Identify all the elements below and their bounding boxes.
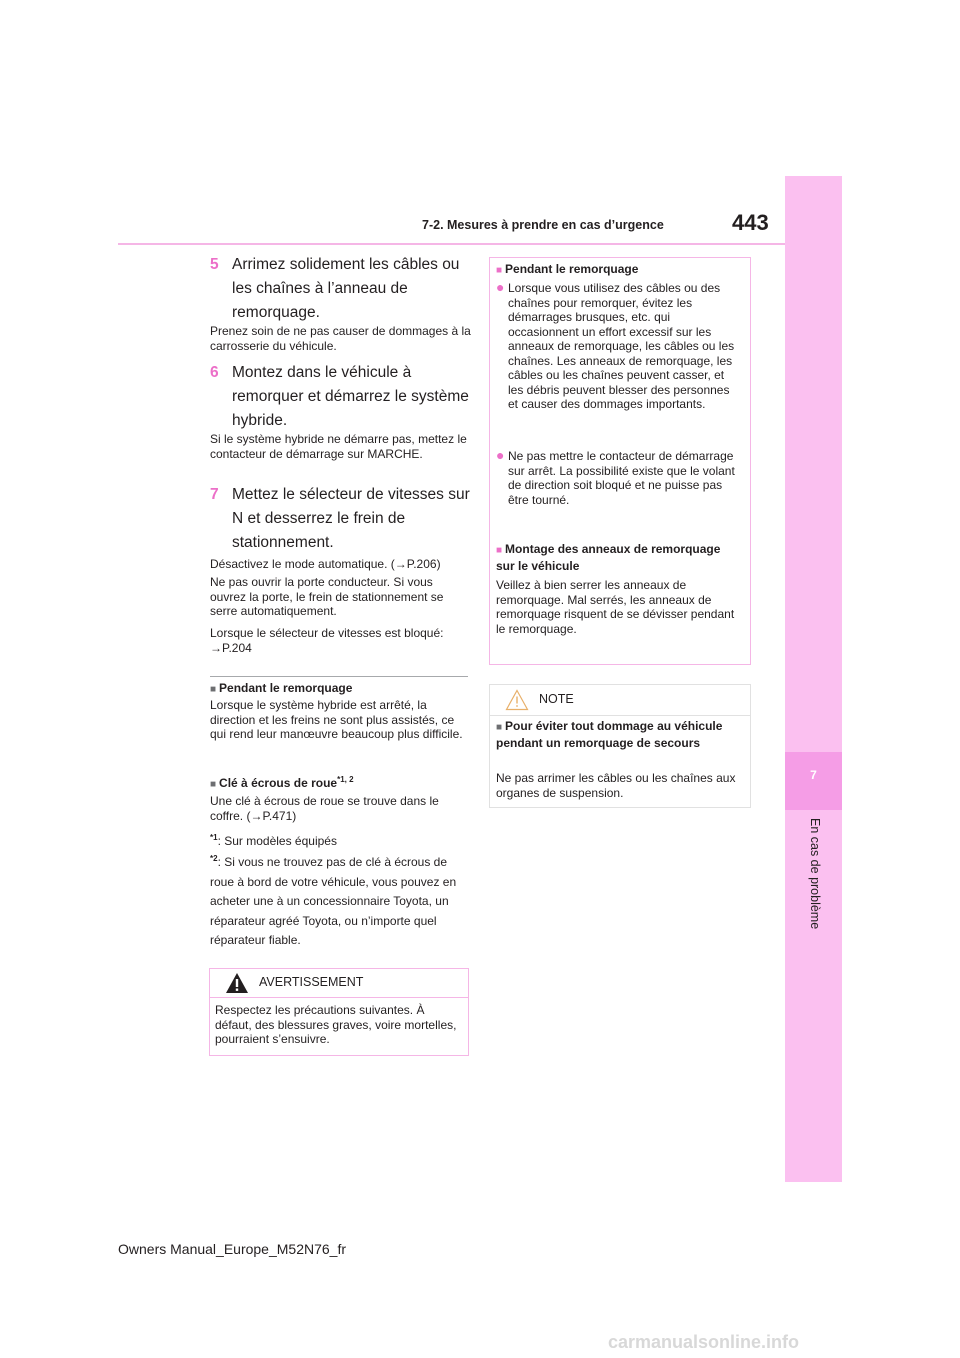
footnote-ref: *1, 2 bbox=[337, 775, 354, 784]
chapter-label: En cas de problème bbox=[808, 818, 822, 930]
divider bbox=[210, 676, 468, 677]
note-heading: ■ Pour éviter tout dommage au véhicule pendant un remorquage de secours bbox=[496, 719, 723, 750]
info-text: Une clé à écrous de roue se trouve dans le coffre. (→P.471) bbox=[210, 794, 439, 823]
circle-bullet-icon: ● bbox=[496, 279, 505, 295]
square-bullet-icon: ■ bbox=[496, 545, 503, 556]
step-6 bbox=[210, 361, 470, 433]
step-number: 6 bbox=[210, 364, 219, 381]
step-note: Si le système hybride ne démarre pas, mettez le contacteur de démarrage sur MARCHE. bbox=[210, 432, 467, 461]
document-id: Owners Manual_Europe_M52N76_fr bbox=[118, 1241, 347, 1257]
page-number: 443 bbox=[732, 210, 769, 235]
step-7 bbox=[210, 483, 470, 555]
section-title: 7-2. Mesures à prendre en cas d’urgence bbox=[422, 218, 664, 232]
step-note: Prenez soin de ne pas causer de dommages à la carrosserie du véhicule. bbox=[210, 324, 471, 353]
info-heading: ■ Clé à écrous de roue$^{*1, 2}$ bbox=[210, 775, 354, 790]
footnote-1: $^{*1}$: Sur modèles équipés bbox=[210, 833, 337, 848]
chapter-side-tab bbox=[785, 176, 842, 1182]
warning-bullet: ● Lorsque vous utilisez des câbles ou des chaînes pour remorquer, évitez les démarrages brusques, etc. qui occasionnent un effort excessif sur les anneaux de remorquage, les câbles ou les chaînes. Les anneaux de remorquage, les câbles ou les chaînes peuvent casser, et les débris peuvent blesser des personnes et causer des dommages importants. bbox=[496, 279, 735, 411]
watermark-site: carmanualsonline.info bbox=[608, 1332, 800, 1352]
step-title: Arrimez solidement les câbles ou les chaînes à l’anneau de remorquage. bbox=[232, 256, 460, 321]
step-title: Mettez le sélecteur de vitesses sur N et desserrez le frein de stationnement. bbox=[232, 486, 470, 551]
warning-header bbox=[209, 968, 469, 998]
warning-text: Respectez les précautions suivantes. À défaut, des blessures graves, voire mortelles, pourraient s’ensuivre. bbox=[215, 1003, 457, 1046]
header-rule bbox=[118, 243, 785, 245]
step-number: 5 bbox=[210, 256, 219, 273]
step-note: Lorsque le sélecteur de vitesses est bloqué: →P.204 bbox=[210, 626, 444, 655]
warning-heading: ■ Montage des anneaux de remorquage sur le véhicule bbox=[496, 542, 721, 573]
square-bullet-icon: ■ bbox=[496, 722, 503, 733]
step-5 bbox=[210, 253, 470, 325]
step-note: Désactivez le mode automatique. (→P.206) bbox=[210, 557, 441, 571]
warning-text: Veillez à bien serrer les anneaux de remorquage. Mal serrés, les anneaux de remorquage risquent de se dévisser pendant le remorquage. bbox=[496, 578, 735, 636]
warning-bullet: ● Ne pas mettre le contacteur de démarrage sur arrêt. La possibilité existe que le volant de direction soit bloqué et ne puisse pas être tourné. bbox=[496, 447, 735, 507]
step-number: 7 bbox=[210, 486, 219, 503]
chapter-number: 7 bbox=[810, 768, 817, 782]
warning-triangle-icon bbox=[225, 972, 249, 994]
info-heading: ■ Pendant le remorquage bbox=[210, 681, 353, 695]
step-title: Montez dans le véhicule à remorquer et démarrez le système hybride. bbox=[232, 364, 469, 429]
square-bullet-icon: ■ bbox=[210, 779, 217, 790]
footnote-2: $^{*2}$: Si vous ne trouvez pas de clé à écrous de roue à bord de votre véhicule, vous pouvez en acheter une à un concessionnaire Toyota, un réparateur agréé Toyota, ou n’importe quel réparateur fiable. bbox=[210, 854, 457, 947]
step-note: Ne pas ouvrir la porte conducteur. Si vous ouvrez la porte, le frein de stationnement se serre automatiquement. bbox=[210, 575, 444, 618]
square-bullet-icon: ■ bbox=[496, 265, 503, 276]
warning-title: AVERTISSEMENT bbox=[259, 975, 364, 989]
caution-triangle-icon bbox=[505, 689, 529, 711]
note-text: Ne pas arrimer les câbles ou les chaînes aux organes de suspension. bbox=[496, 771, 736, 800]
square-bullet-icon: ■ bbox=[210, 684, 217, 695]
note-header bbox=[489, 684, 751, 716]
note-title: NOTE bbox=[539, 692, 574, 706]
warning-heading: ■ Pendant le remorquage bbox=[496, 262, 639, 276]
circle-bullet-icon: ● bbox=[496, 447, 505, 463]
info-text: Lorsque le système hybride est arrêté, la direction et les freins ne sont plus assistés, ce qui rend leur manœuvre beaucoup plus difficile. bbox=[210, 698, 463, 741]
